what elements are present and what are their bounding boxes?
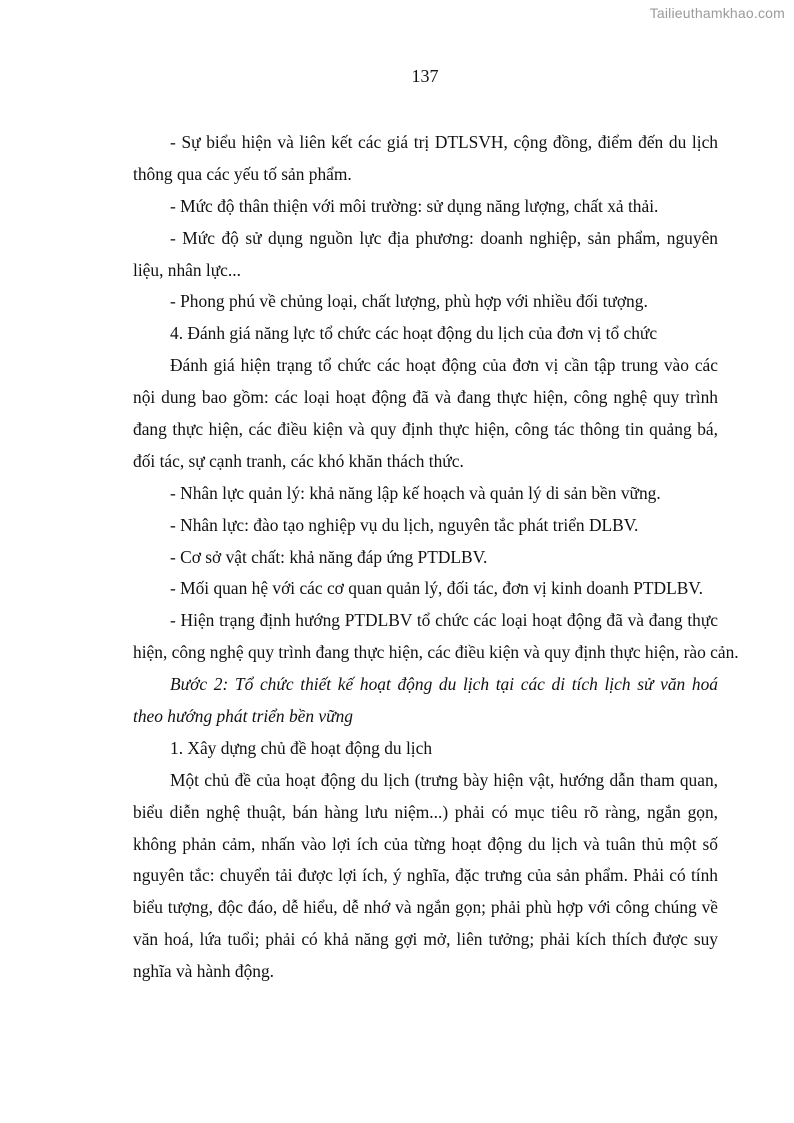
text-line: - Sự biểu hiện và liên kết các giá trị DTLSVH, cộng đồng, điểm đến du lịch <box>170 132 718 152</box>
text-line: - Hiện trạng định hướng PTDLBV tổ chức các loại hoạt động đã và đang thực <box>170 610 718 631</box>
text-line: liệu, nhân lực... <box>133 259 241 280</box>
page-number: 137 <box>411 66 439 86</box>
text-line: - Mức độ sử dụng nguồn lực địa phương: doanh nghiệp, sản phẩm, nguyên <box>170 227 718 248</box>
paragraph <box>133 733 718 765</box>
text-line: Bước 2: Tổ chức thiết kế hoạt động du lịch tại các di tích lịch sử văn hoá <box>170 674 718 695</box>
document-body <box>133 127 739 988</box>
text-line: nghĩa và hành động. <box>133 961 275 982</box>
text-line: hiện, công nghệ quy trình đang thực hiện, các điều kiện và quy định thực hiện, rào cản. <box>133 642 739 663</box>
paragraph <box>133 127 718 191</box>
step-heading <box>133 669 718 733</box>
text-line: không phản cảm, nhấn vào lợi ích của từng hoạt động du lịch và tuân thủ một số <box>133 833 718 854</box>
paragraph <box>133 573 718 605</box>
paragraph <box>133 318 718 350</box>
text-line: 4. Đánh giá năng lực tổ chức các hoạt động du lịch của đơn vị tổ chức <box>170 323 658 344</box>
paragraph <box>133 542 718 574</box>
text-line: biểu tượng, độc đáo, dễ hiểu, dễ nhớ và ngắn gọn; phải phù hợp với công chúng về <box>133 897 718 918</box>
paragraph <box>133 286 718 318</box>
paragraph <box>133 765 718 988</box>
text-line: theo hướng phát triển bền vững <box>133 706 353 727</box>
text-line: - Mức độ thân thiện với môi trường: sử dụng năng lượng, chất xả thải. <box>170 195 659 216</box>
text-line: thông qua các yếu tố sản phẩm. <box>133 163 352 184</box>
paragraph <box>133 478 718 510</box>
text-line: - Cơ sở vật chất: khả năng đáp ứng PTDLBV. <box>170 546 488 567</box>
text-line: - Mối quan hệ với các cơ quan quản lý, đối tác, đơn vị kinh doanh PTDLBV. <box>170 578 703 599</box>
text-line: 1. Xây dựng chủ đề hoạt động du lịch <box>170 737 433 758</box>
paragraph <box>133 223 718 287</box>
text-line: nguyên tắc: chuyển tải được lợi ích, ý nghĩa, đặc trưng của sản phẩm. Phải có tính <box>133 865 718 886</box>
paragraph <box>133 510 718 542</box>
watermark: Tailieuthamkhao.com <box>649 5 785 21</box>
text-line: văn hoá, lứa tuổi; phải có khả năng gợi mở, liên tưởng; phải kích thích được suy <box>133 929 718 950</box>
text-line: đối tác, sự cạnh tranh, các khó khăn thách thức. <box>133 450 464 471</box>
paragraph <box>133 191 718 223</box>
paragraph <box>133 605 739 669</box>
text-line: - Nhân lực quản lý: khả năng lập kế hoạch và quản lý di sản bền vững. <box>170 482 661 503</box>
text-line: nội dung bao gồm: các loại hoạt động đã và đang thực hiện, công nghệ quy trình <box>133 387 718 408</box>
text-line: biểu diễn nghệ thuật, bán hàng lưu niệm...) phải có mục tiêu rõ ràng, ngắn gọn, <box>133 801 718 822</box>
paragraph <box>133 350 718 478</box>
text-line: Đánh giá hiện trạng tổ chức các hoạt động của đơn vị cần tập trung vào các <box>170 355 718 376</box>
text-line: - Phong phú về chủng loại, chất lượng, phù hợp với nhiều đối tượng. <box>170 291 648 312</box>
text-line: - Nhân lực: đào tạo nghiệp vụ du lịch, nguyên tắc phát triển DLBV. <box>170 514 639 535</box>
text-line: Một chủ đề của hoạt động du lịch (trưng bày hiện vật, hướng dẫn tham quan, <box>170 769 718 790</box>
text-line: đang thực hiện, các điều kiện và quy định thực hiện, công tác thông tin quảng bá, <box>133 419 718 440</box>
